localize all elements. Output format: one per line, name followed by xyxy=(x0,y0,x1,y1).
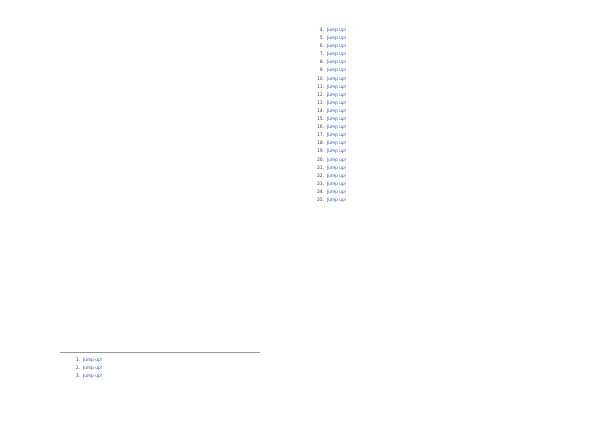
jump-up-link[interactable]: Jump up! xyxy=(327,84,347,90)
footnote-item xyxy=(312,174,564,180)
jump-up-link[interactable]: Jump up! xyxy=(327,36,347,42)
jump-up-link[interactable]: Jump up! xyxy=(83,366,103,372)
footnote-number: 16. xyxy=(317,125,324,131)
footnote-item xyxy=(312,52,564,58)
footnote-item xyxy=(312,44,564,50)
jump-up-link[interactable]: Jump up! xyxy=(327,117,347,123)
footnote-number: 8. xyxy=(319,60,324,66)
footnote-item xyxy=(312,149,564,155)
footnote-item xyxy=(312,77,564,83)
footnote-number: 17. xyxy=(317,133,324,139)
footnote-number: 22. xyxy=(317,173,324,179)
footnote-number: 23. xyxy=(317,181,324,187)
jump-up-link[interactable]: Jump up! xyxy=(327,68,347,74)
jump-up-link[interactable]: Jump up! xyxy=(327,149,347,155)
jump-up-link[interactable]: Jump up! xyxy=(327,181,347,187)
footnote-item xyxy=(312,28,564,34)
footnote-divider xyxy=(60,352,260,353)
footnote-item xyxy=(312,36,564,42)
jump-up-link[interactable]: Jump up! xyxy=(327,165,347,171)
footnote-number: 6. xyxy=(319,44,324,50)
jump-up-link[interactable]: Jump up! xyxy=(327,125,347,131)
footnote-item xyxy=(312,68,564,74)
jump-up-link[interactable]: Jump up! xyxy=(83,358,103,363)
footnote-number: 14. xyxy=(317,108,324,114)
body-text-column xyxy=(38,28,306,30)
footnote-item xyxy=(312,198,564,204)
footnote-number: 15. xyxy=(317,117,324,123)
footnote-item xyxy=(312,125,564,131)
footnote-item xyxy=(312,141,564,147)
jump-up-link[interactable]: Jump up! xyxy=(327,108,347,114)
footnote-item xyxy=(68,366,306,372)
jump-up-link[interactable]: Jump up! xyxy=(327,92,347,98)
jump-up-link[interactable]: Jump up! xyxy=(327,44,347,50)
footnote-item xyxy=(312,117,564,123)
jump-up-link[interactable]: Jump up! xyxy=(83,374,103,380)
jump-up-link[interactable]: Jump up! xyxy=(327,76,347,82)
jump-up-link[interactable]: Jump up! xyxy=(327,133,347,139)
footnote-number: 12. xyxy=(317,92,324,98)
jump-up-link[interactable]: Jump up! xyxy=(327,189,347,195)
footnote-item xyxy=(312,60,564,66)
footnote-number: 24. xyxy=(317,189,324,195)
footnote-number: 9. xyxy=(319,68,324,74)
footnotes-left xyxy=(68,358,306,382)
footnote-number: 20. xyxy=(317,157,324,163)
footnote-number: 18. xyxy=(317,141,324,147)
jump-up-link[interactable]: Jump up! xyxy=(327,197,347,203)
jump-up-link[interactable]: Jump up! xyxy=(327,173,347,179)
footnote-item xyxy=(312,109,564,115)
footnote-number: 25. xyxy=(317,197,324,203)
footnote-number: 11. xyxy=(317,84,324,90)
footnote-item xyxy=(312,166,564,172)
footnote-number: 5. xyxy=(319,36,324,42)
jump-up-link[interactable]: Jump up! xyxy=(327,141,347,147)
jump-up-link[interactable]: Jump up! xyxy=(327,52,347,58)
footnotes-right xyxy=(312,28,564,206)
footnote-number: 1. xyxy=(75,358,80,363)
jump-up-link[interactable]: Jump up! xyxy=(327,157,347,163)
footnote-number: 19. xyxy=(317,149,324,155)
footnote-item xyxy=(312,85,564,91)
footnote-item xyxy=(312,101,564,107)
jump-up-link[interactable]: Jump up! xyxy=(327,28,347,33)
footnote-item xyxy=(312,158,564,164)
footnote-number: 2. xyxy=(75,366,80,372)
footnote-item xyxy=(312,190,564,196)
footnote-number: 21. xyxy=(317,165,324,171)
footnote-number: 10. xyxy=(317,76,324,82)
footnote-item xyxy=(68,374,306,380)
footnote-number: 13. xyxy=(317,100,324,106)
footnote-number: 3. xyxy=(75,374,80,380)
footnote-item xyxy=(312,93,564,99)
footnote-number: 4. xyxy=(319,28,324,33)
jump-up-link[interactable]: Jump up! xyxy=(327,60,347,66)
footnote-item xyxy=(68,358,306,364)
footnote-item xyxy=(312,182,564,188)
jump-up-link[interactable]: Jump up! xyxy=(327,100,347,106)
footnote-number: 7. xyxy=(319,52,324,58)
footnote-item xyxy=(312,133,564,139)
